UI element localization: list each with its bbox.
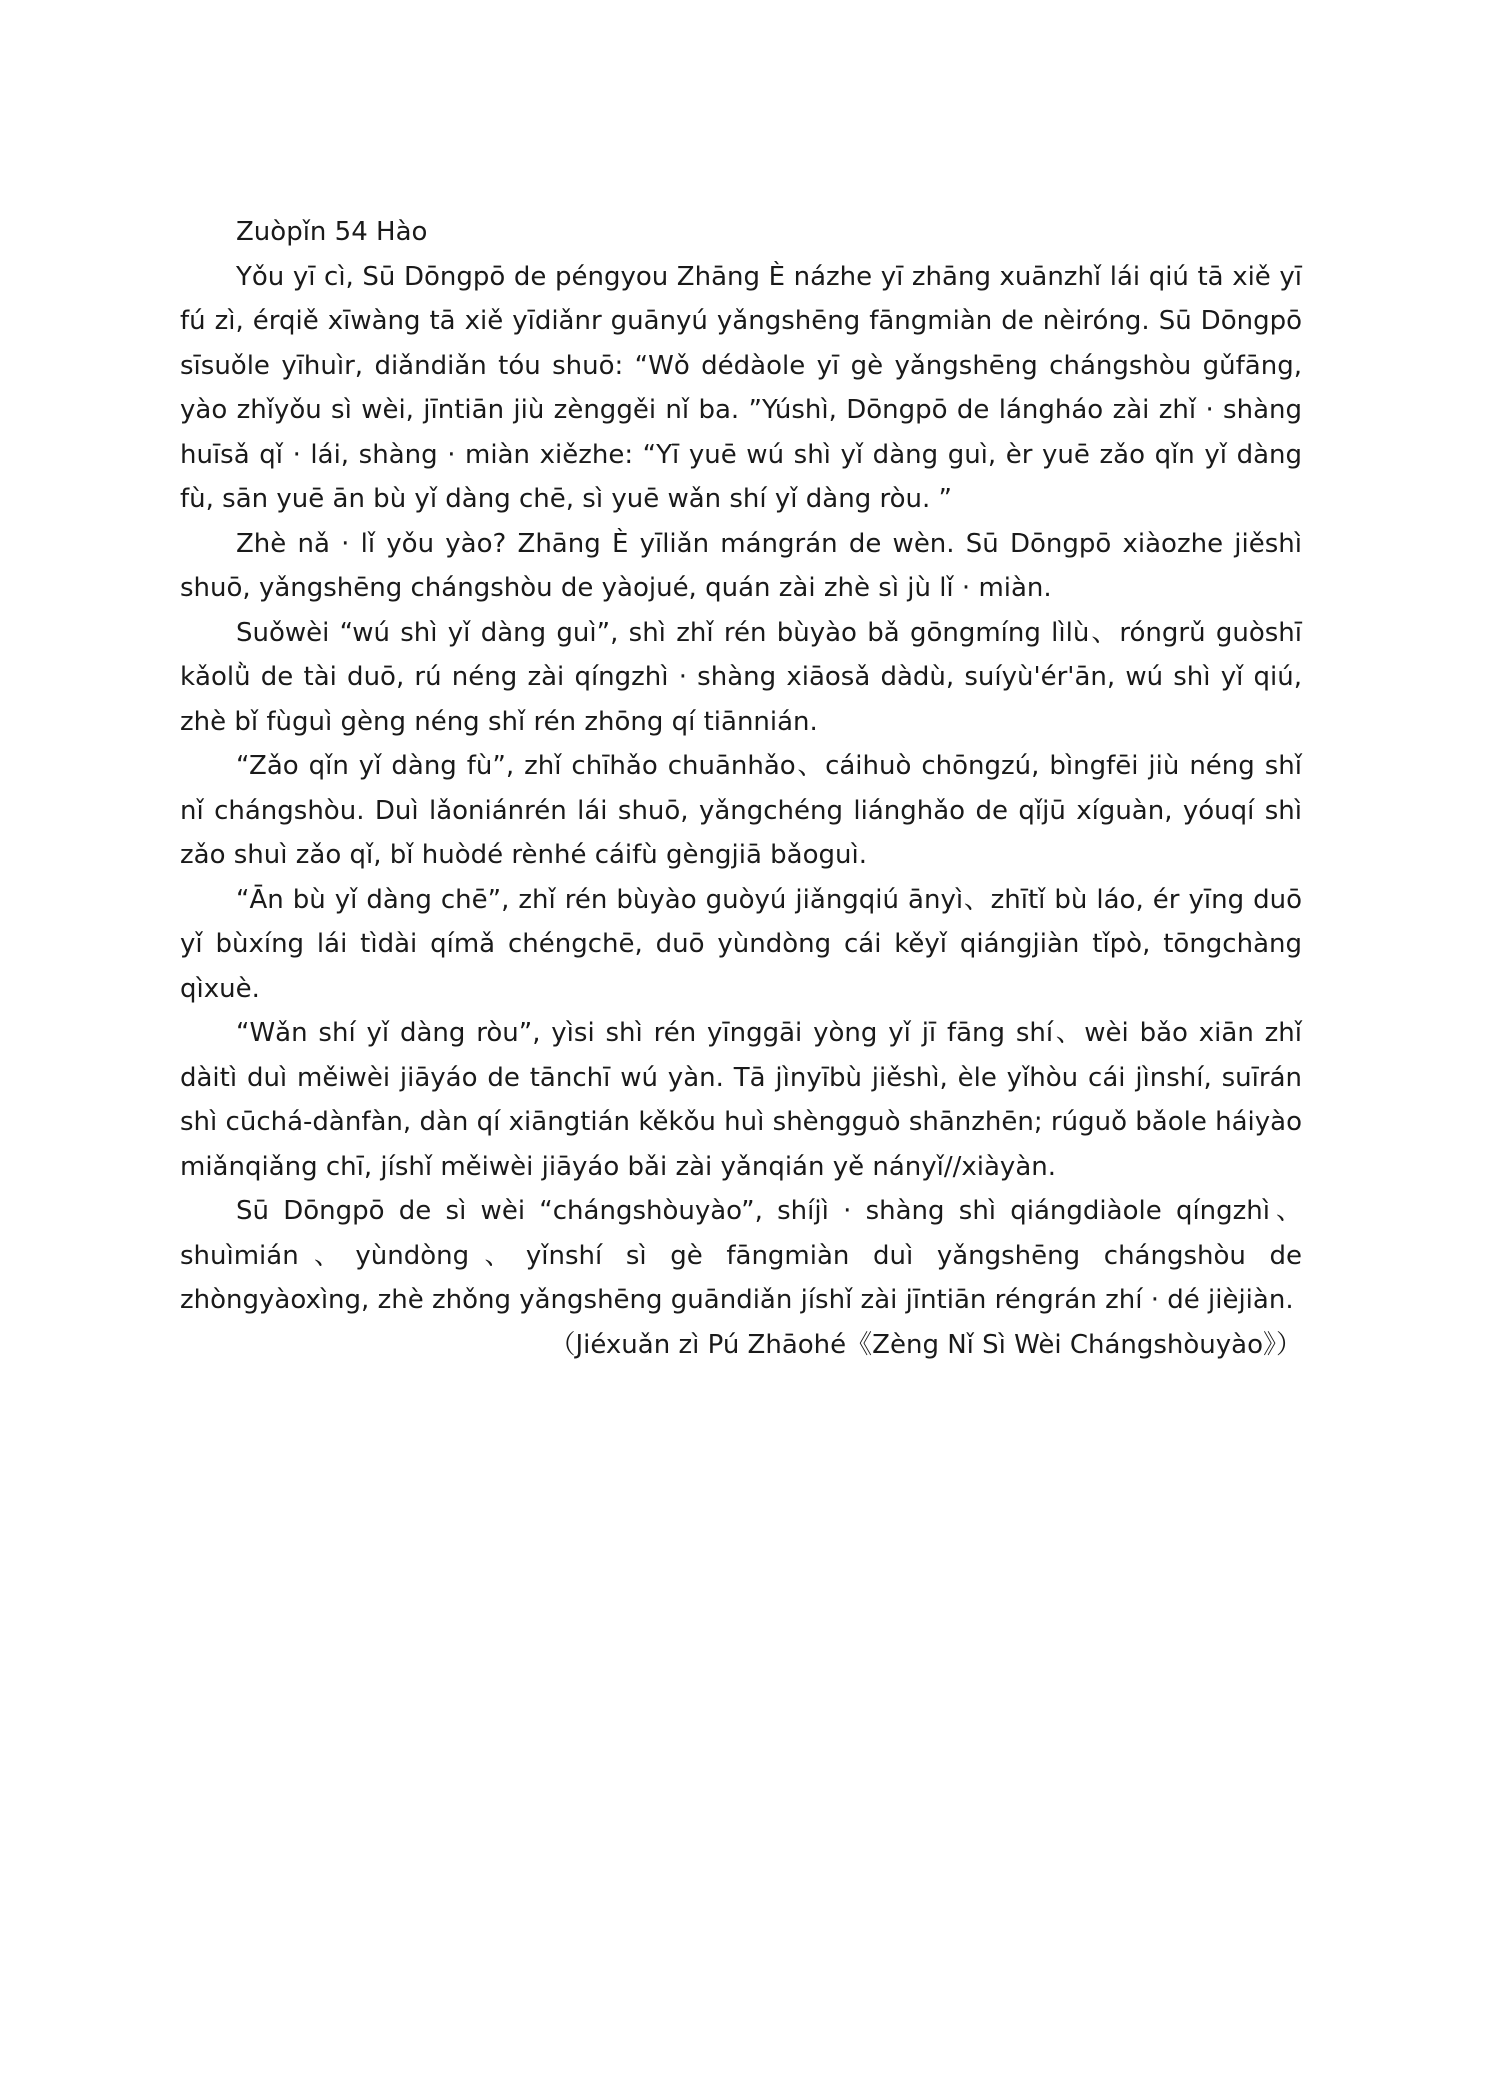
paragraph-1: Yǒu yī cì, Sū Dōngpō de péngyou Zhāng È názhe yī zhāng xuānzhǐ lái qiú tā xiě yī fú zì, érqiě xīwàng tā xiě yīdiǎnr guānyú yǎngshēng fāngmiàn de nèiróng. Sū Dōngpō sīsuǒle yīhuìr, diǎndiǎn tóu shuō: “Wǒ dédàole yī gè yǎngshēng chángshòu gǔfāng, yào zhǐyǒu sì wèi, jīntiān jiù zènggěi nǐ ba. ”Yúshì, Dōngpō de lángháo zài zhǐ · shàng huīsǎ qǐ · lái, shàng · miàn xiězhe: “Yī yuē wú shì yǐ dàng guì, èr yuē zǎo qǐn yǐ dàng fù, sān yuē ān bù yǐ dàng chē, sì yuē wǎn shí yǐ dàng ròu. ” bbox=[180, 261, 1302, 514]
paragraph-2: Zhè nǎ · lǐ yǒu yào? Zhāng È yīliǎn mángrán de wèn. Sū Dōngpō xiàozhe jiěshì shuō, yǎngshēng chángshòu de yàojué, quán zài zhè sì jù lǐ · miàn. bbox=[180, 528, 1302, 603]
paragraph-4: “Zǎo qǐn yǐ dàng fù”, zhǐ chīhǎo chuānhǎo、cáihuò chōngzú, bìngfēi jiù néng shǐ nǐ chángshòu. Duì lǎoniánrén lái shuō, yǎngchéng liánghǎo de qǐjū xíguàn, yóuqí shì zǎo shuì zǎo qǐ, bǐ huòdé rènhé cáifù gèngjiā bǎoguì. bbox=[180, 751, 1302, 870]
paragraph-6: “Wǎn shí yǐ dàng ròu”, yìsi shì rén yīnggāi yòng yǐ jī fāng shí、wèi bǎo xiān zhǐ dàitì duì měiwèi jiāyáo de tānchī wú yàn. Tā jìnyībù jiěshì, èle yǐhòu cái jìnshí, suīrán shì cūchá-dànfàn, dàn qí xiāngtián kěkǒu huì shèngguò shānzhēn; rúguǒ bǎole háiyào miǎnqiǎng chī, jíshǐ měiwèi jiāyáo bǎi zài yǎnqián yě nányǐ//xiàyàn. bbox=[180, 1018, 1302, 1182]
document-title: Zuòpǐn 54 Hào bbox=[236, 217, 428, 247]
source-citation: （Jiéxuǎn zì Pú Zhāohé《Zèng Nǐ Sì Wèi Chángshòuyào》） bbox=[549, 1329, 1302, 1360]
paragraph-5: “Ān bù yǐ dàng chē”, zhǐ rén bùyào guòyú jiǎngqiú ānyì、zhītǐ bù láo, ér yīng duō yǐ bùxíng lái tìdài qímǎ chéngchē, duō yùndòng cái kěyǐ qiángjiàn tǐpò, tōngchàng qìxuè. bbox=[180, 884, 1302, 1004]
paragraph-3: Suǒwèi “wú shì yǐ dàng guì”, shì zhǐ rén bùyào bǎ gōngmíng lìlù、róngrǔ guòshī kǎolǜ de tài duō, rú néng zài qíngzhì · shàng xiāosǎ dàdù, suíyù'ér'ān, wú shì yǐ qiú, zhè bǐ fùguì gèng néng shǐ rén zhōng qí tiānnián. bbox=[180, 617, 1302, 737]
document-body bbox=[180, 210, 1302, 1367]
paragraph-7: Sū Dōngpō de sì wèi “chángshòuyào”, shíjì · shàng shì qiángdiàole qíngzhì、shuìmián、yùndòng、yǐnshí sì gè fāngmiàn duì yǎngshēng chángshòu de zhòngyàoxìng, zhè zhǒng yǎngshēng guāndiǎn jíshǐ zài jīntiān réngrán zhí · dé jièjiàn. bbox=[180, 1196, 1302, 1315]
